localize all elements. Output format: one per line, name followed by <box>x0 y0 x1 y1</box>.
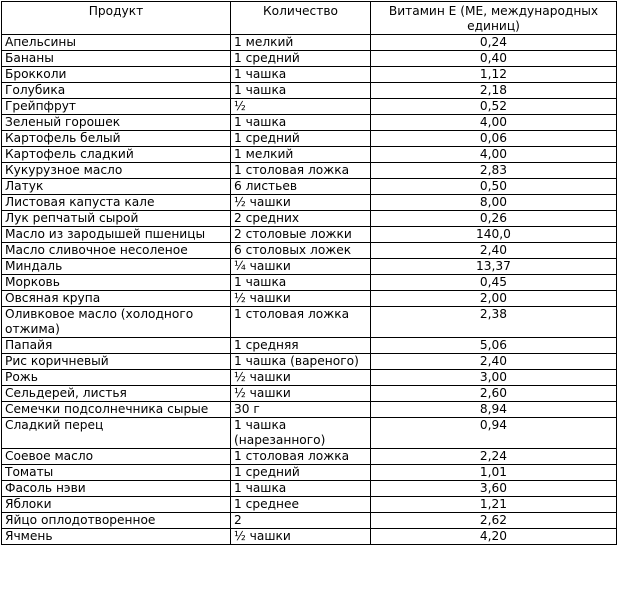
table-row <box>2 227 617 243</box>
table-row <box>2 51 617 67</box>
quantity-cell: 30 г <box>231 402 371 418</box>
quantity-cell: ½ чашки <box>231 386 371 402</box>
quantity-cell: 1 мелкий <box>231 147 371 163</box>
product-cell: Яйцо оплодотворенное <box>2 513 231 529</box>
product-cell: Семечки подсолнечника сырые <box>2 402 231 418</box>
product-cell: Морковь <box>2 275 231 291</box>
product-cell: Голубика <box>2 83 231 99</box>
table-body <box>2 35 617 545</box>
vitamin-value-cell: 8,94 <box>371 402 617 418</box>
table-row <box>2 465 617 481</box>
vitamin-value-cell: 140,0 <box>371 227 617 243</box>
quantity-cell: ½ чашки <box>231 291 371 307</box>
vitamin-value-cell: 1,21 <box>371 497 617 513</box>
vitamin-value-cell: 4,20 <box>371 529 617 545</box>
vitamin-value-cell: 0,50 <box>371 179 617 195</box>
product-cell: Картофель белый <box>2 131 231 147</box>
vitamin-value-cell: 8,00 <box>371 195 617 211</box>
product-cell: Рожь <box>2 370 231 386</box>
header-quantity: Количество <box>231 2 371 35</box>
product-cell: Сладкий перец <box>2 418 231 449</box>
quantity-cell: 1 мелкий <box>231 35 371 51</box>
product-cell: Томаты <box>2 465 231 481</box>
product-cell: Картофель сладкий <box>2 147 231 163</box>
table-row <box>2 418 617 449</box>
quantity-cell: 1 столовая ложка <box>231 163 371 179</box>
table-row <box>2 147 617 163</box>
table-row <box>2 449 617 465</box>
quantity-cell: 1 чашка (нарезанного) <box>231 418 371 449</box>
quantity-cell: 1 столовая ложка <box>231 307 371 338</box>
vitamin-value-cell: 3,00 <box>371 370 617 386</box>
product-cell: Брокколи <box>2 67 231 83</box>
vitamin-value-cell: 1,01 <box>371 465 617 481</box>
product-cell: Папайя <box>2 338 231 354</box>
product-cell: Оливковое масло (холодного отжима) <box>2 307 231 338</box>
quantity-cell: ½ чашки <box>231 529 371 545</box>
table-row <box>2 163 617 179</box>
product-cell: Кукурузное масло <box>2 163 231 179</box>
product-cell: Миндаль <box>2 259 231 275</box>
header-row <box>2 2 617 35</box>
quantity-cell: 6 столовых ложек <box>231 243 371 259</box>
product-cell: Ячмень <box>2 529 231 545</box>
vitamin-e-table <box>1 1 617 545</box>
table-row <box>2 35 617 51</box>
vitamin-value-cell: 0,24 <box>371 35 617 51</box>
table-row <box>2 529 617 545</box>
product-cell: Листовая капуста кале <box>2 195 231 211</box>
header-product: Продукт <box>2 2 231 35</box>
table-row <box>2 99 617 115</box>
table-row <box>2 370 617 386</box>
header-vitamin: Витамин Е (МЕ, международных единиц) <box>371 2 617 35</box>
vitamin-value-cell: 2,40 <box>371 354 617 370</box>
vitamin-value-cell: 0,40 <box>371 51 617 67</box>
product-cell: Бананы <box>2 51 231 67</box>
table-row <box>2 259 617 275</box>
table-row <box>2 67 617 83</box>
vitamin-value-cell: 2,62 <box>371 513 617 529</box>
quantity-cell: ½ чашки <box>231 195 371 211</box>
product-cell: Сельдерей, листья <box>2 386 231 402</box>
vitamin-value-cell: 0,94 <box>371 418 617 449</box>
vitamin-value-cell: 2,60 <box>371 386 617 402</box>
table-row <box>2 338 617 354</box>
vitamin-value-cell: 0,52 <box>371 99 617 115</box>
vitamin-value-cell: 2,00 <box>371 291 617 307</box>
quantity-cell: ¼ чашки <box>231 259 371 275</box>
quantity-cell: ½ чашки <box>231 370 371 386</box>
quantity-cell: 1 чашка <box>231 67 371 83</box>
product-cell: Зеленый горошек <box>2 115 231 131</box>
vitamin-value-cell: 2,40 <box>371 243 617 259</box>
quantity-cell: 2 средних <box>231 211 371 227</box>
vitamin-value-cell: 2,18 <box>371 83 617 99</box>
quantity-cell: 2 столовые ложки <box>231 227 371 243</box>
vitamin-value-cell: 4,00 <box>371 115 617 131</box>
product-cell: Апельсины <box>2 35 231 51</box>
quantity-cell: 1 чашка <box>231 481 371 497</box>
product-cell: Фасоль нэви <box>2 481 231 497</box>
product-cell: Масло из зародышей пшеницы <box>2 227 231 243</box>
table-row <box>2 179 617 195</box>
table-row <box>2 386 617 402</box>
vitamin-value-cell: 4,00 <box>371 147 617 163</box>
table-row <box>2 131 617 147</box>
vitamin-value-cell: 3,60 <box>371 481 617 497</box>
quantity-cell: ½ <box>231 99 371 115</box>
product-cell: Овсяная крупа <box>2 291 231 307</box>
vitamin-value-cell: 2,24 <box>371 449 617 465</box>
vitamin-value-cell: 2,38 <box>371 307 617 338</box>
quantity-cell: 1 среднее <box>231 497 371 513</box>
vitamin-value-cell: 13,37 <box>371 259 617 275</box>
table-row <box>2 243 617 259</box>
table-row <box>2 291 617 307</box>
quantity-cell: 1 средний <box>231 51 371 67</box>
table-row <box>2 275 617 291</box>
table-row <box>2 497 617 513</box>
table-row <box>2 354 617 370</box>
product-cell: Лук репчатый сырой <box>2 211 231 227</box>
table-row <box>2 513 617 529</box>
table-row <box>2 211 617 227</box>
vitamin-value-cell: 5,06 <box>371 338 617 354</box>
table-row <box>2 115 617 131</box>
product-cell: Соевое масло <box>2 449 231 465</box>
product-cell: Масло сливочное несоленое <box>2 243 231 259</box>
product-cell: Латук <box>2 179 231 195</box>
product-cell: Рис коричневый <box>2 354 231 370</box>
quantity-cell: 1 чашка <box>231 115 371 131</box>
table-row <box>2 83 617 99</box>
table-row <box>2 402 617 418</box>
quantity-cell: 1 чашка <box>231 275 371 291</box>
product-cell: Грейпфрут <box>2 99 231 115</box>
quantity-cell: 1 столовая ложка <box>231 449 371 465</box>
quantity-cell: 1 средний <box>231 465 371 481</box>
table-row <box>2 307 617 338</box>
quantity-cell: 1 чашка (вареного) <box>231 354 371 370</box>
vitamin-value-cell: 0,45 <box>371 275 617 291</box>
product-cell: Яблоки <box>2 497 231 513</box>
vitamin-value-cell: 2,83 <box>371 163 617 179</box>
quantity-cell: 1 средний <box>231 131 371 147</box>
table-row <box>2 481 617 497</box>
quantity-cell: 1 средняя <box>231 338 371 354</box>
vitamin-value-cell: 1,12 <box>371 67 617 83</box>
vitamin-value-cell: 0,26 <box>371 211 617 227</box>
quantity-cell: 1 чашка <box>231 83 371 99</box>
quantity-cell: 2 <box>231 513 371 529</box>
table-row <box>2 195 617 211</box>
quantity-cell: 6 листьев <box>231 179 371 195</box>
vitamin-value-cell: 0,06 <box>371 131 617 147</box>
